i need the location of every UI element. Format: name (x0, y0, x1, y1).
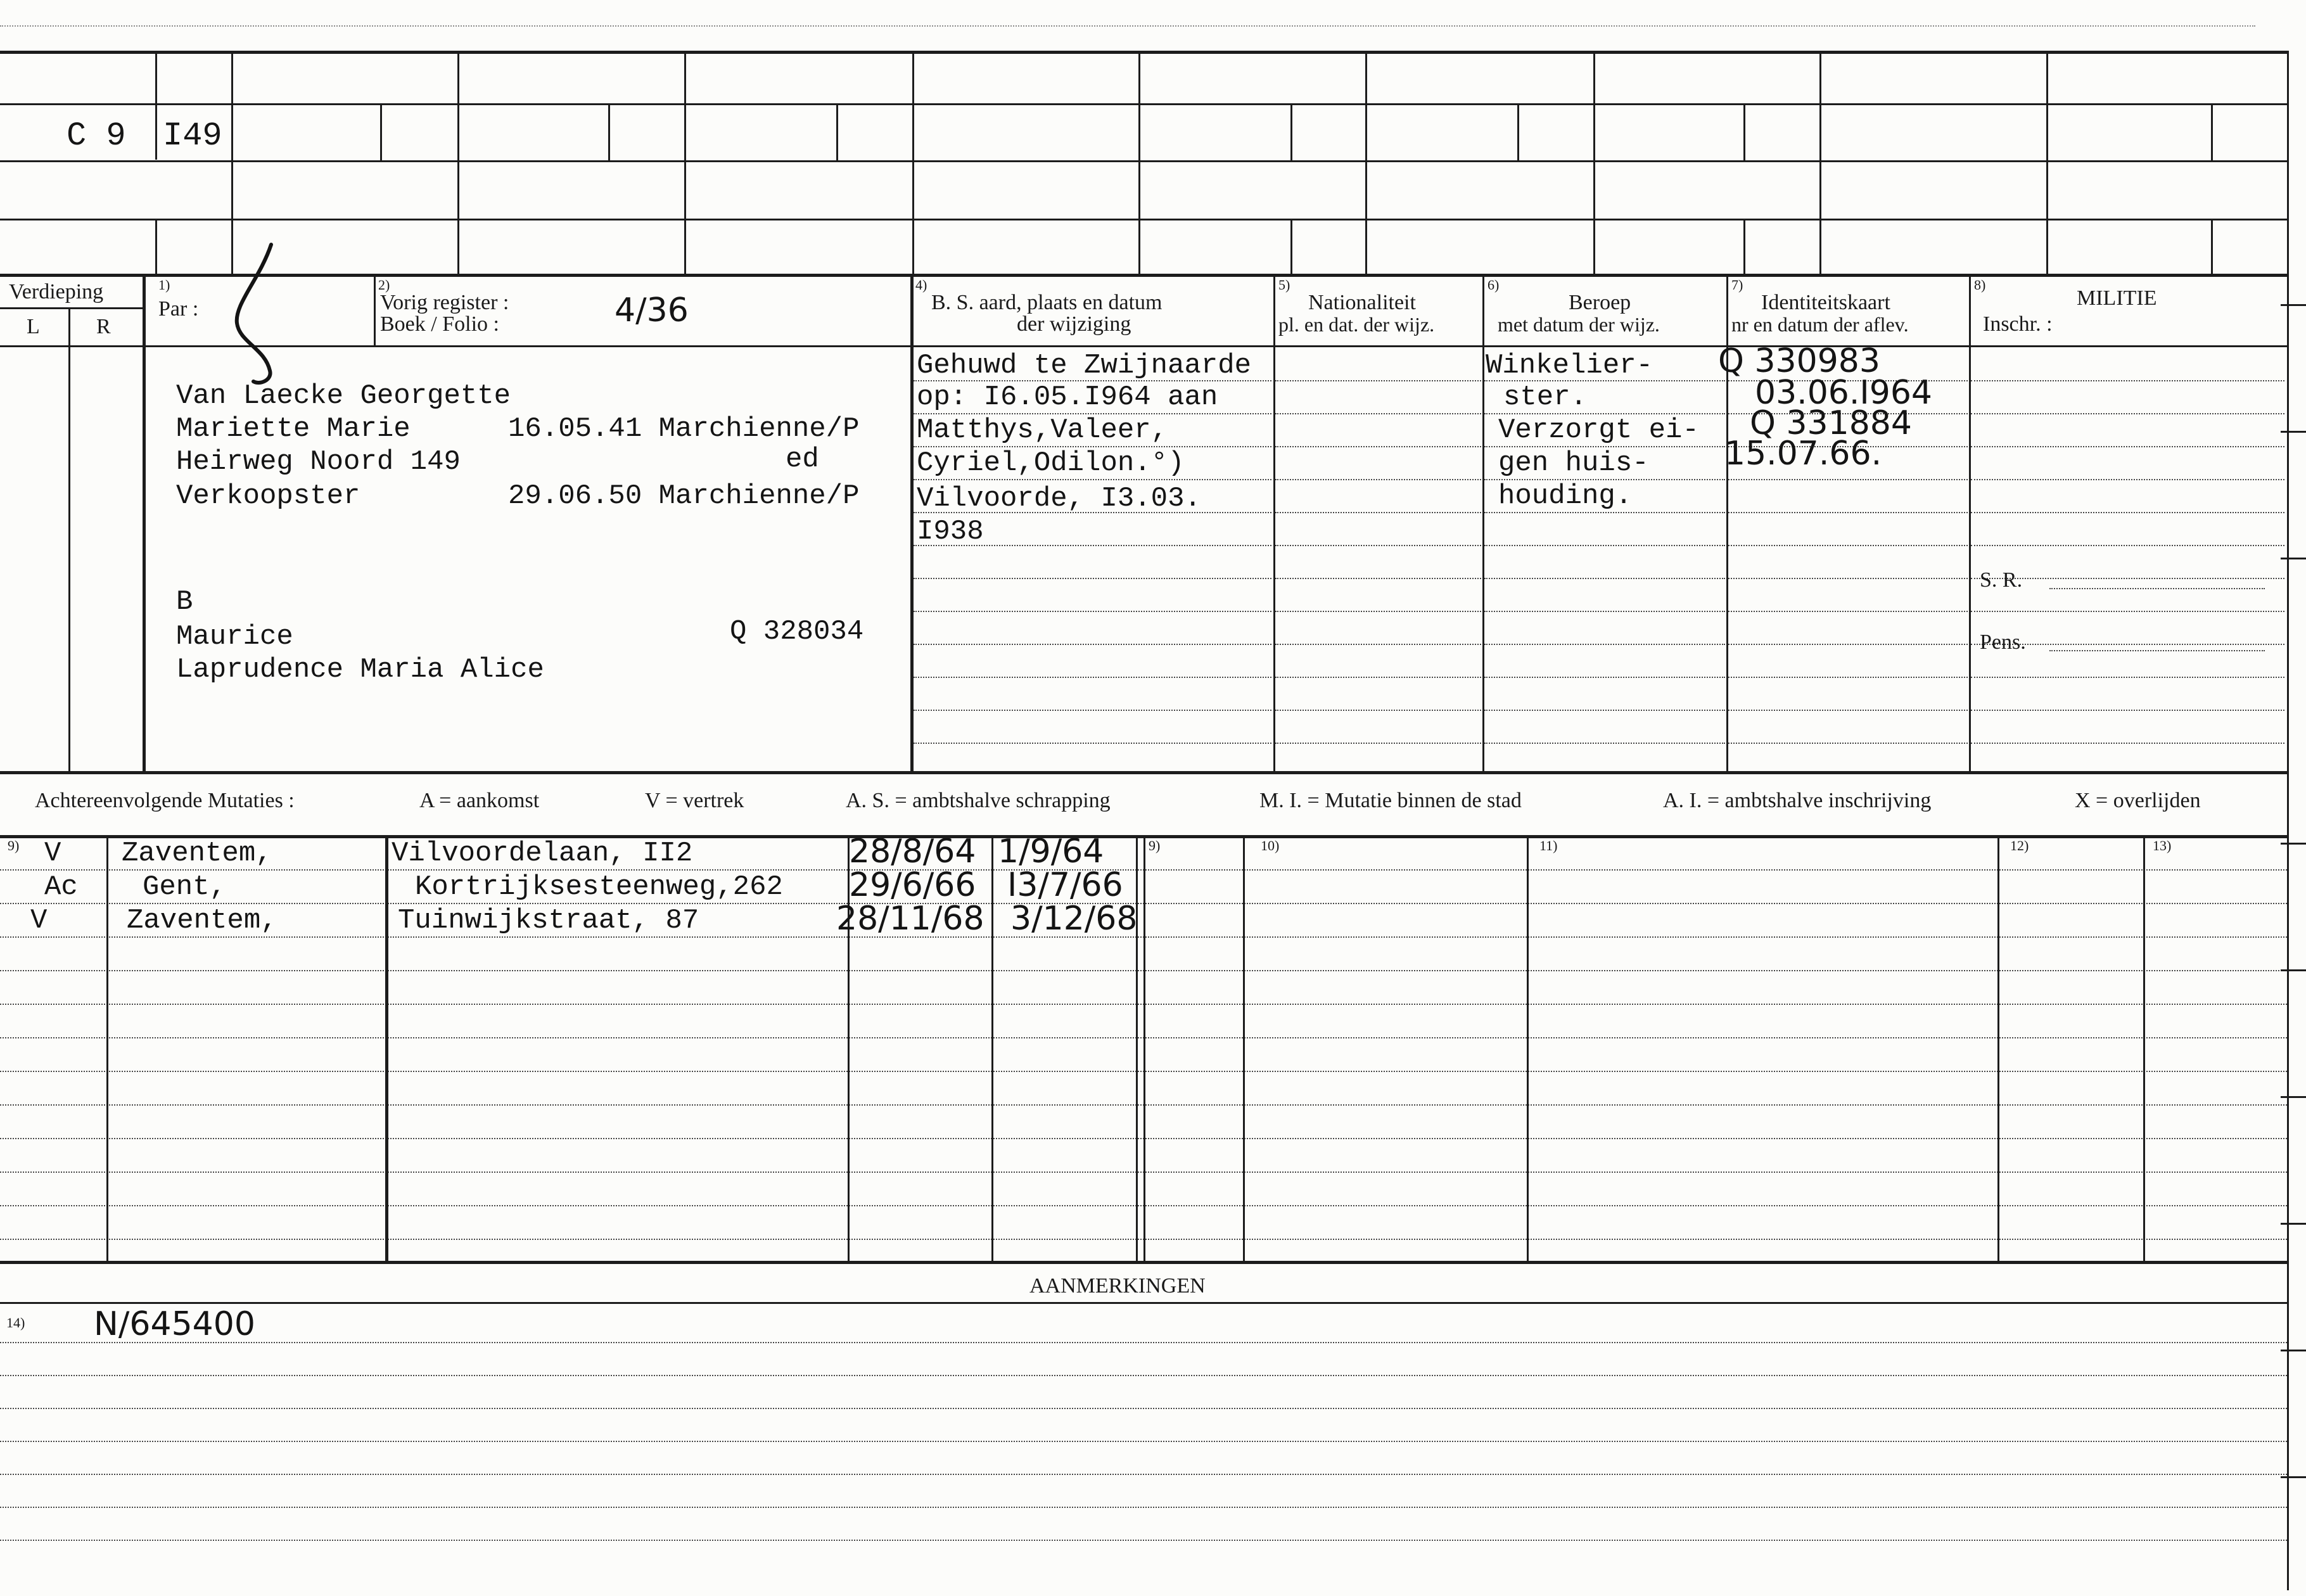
ruled-line (1275, 479, 1481, 480)
grid-subline (608, 103, 610, 160)
vorig-register-label: Vorig register : (380, 291, 509, 314)
ruled-line (1971, 479, 2284, 480)
floor-l-label: L (27, 315, 40, 338)
grid-subline (1517, 103, 1519, 160)
edge-tick (2281, 431, 2306, 433)
person-occupation: Verkoopster (176, 480, 360, 512)
spouse-b: B (176, 586, 193, 618)
mutation-date-2: 3/12/68 (1010, 900, 1138, 938)
grid-subline (1290, 103, 1292, 160)
mutation-city: Gent, (143, 871, 227, 903)
col-divider (1273, 274, 1275, 771)
ruled-line (1728, 545, 1968, 546)
grid-vline (1819, 51, 1821, 274)
person-address: Heirweg Noord 149 (176, 446, 461, 478)
verdieping-divider (0, 307, 143, 309)
ruled-line (1728, 677, 1968, 678)
ruled-line (1484, 644, 1725, 645)
boek-folio-label: Boek / Folio : (380, 312, 499, 336)
ruled-line (0, 1408, 2287, 1409)
col-num-5: 5) (1278, 277, 1290, 293)
beroep-header-2: met datum der wijz. (1498, 313, 1660, 336)
grid-subline (380, 103, 382, 160)
grid-subline (1290, 219, 1292, 274)
legend-inschrijving: A. I. = ambtshalve inschrijving (1663, 789, 1932, 812)
mut-col-divider (106, 835, 108, 1261)
grid-vline (1365, 51, 1367, 274)
ruled-line (1275, 677, 1481, 678)
person-name: Van Laecke Georgette (176, 380, 511, 412)
beroep-line: Verzorgt ei- (1498, 414, 1699, 446)
ruled-line (1484, 743, 1725, 744)
grid-subline (1743, 103, 1745, 160)
id-line: 15.07.66. (1724, 435, 1882, 473)
bs-line: Gehuwd te Zwijnaarde (917, 350, 1252, 381)
beroep-line: gen huis- (1498, 447, 1649, 479)
top-grid-bottom (0, 274, 2287, 277)
pens-line (2049, 650, 2265, 651)
ruled-line (0, 1375, 2287, 1376)
par-label: Par : (158, 297, 199, 321)
bs-header-2: der wijziging (1017, 312, 1131, 336)
ruled-line (1971, 380, 2284, 381)
ruled-line (914, 677, 1271, 678)
edge-tick (2281, 843, 2306, 845)
card-number: I49 (163, 117, 222, 155)
ruled-line (1728, 644, 1968, 645)
mut-col-divider (1143, 835, 1145, 1261)
legend-arrival: A = aankomst (419, 789, 540, 812)
ruled-line (914, 644, 1271, 645)
id-line: 03.06.I964 (1755, 374, 1932, 412)
col-num-7: 7) (1731, 277, 1743, 293)
grid-subline (1743, 219, 1745, 274)
remarks-top (0, 1302, 2287, 1304)
ruled-line (0, 1540, 2287, 1541)
mutation-date-1: 29/6/66 (849, 866, 976, 904)
beroep-line: ster. (1503, 381, 1588, 413)
spouse-first-name: Maurice (176, 621, 293, 653)
bs-line: I938 (917, 516, 984, 547)
entry-bottom (0, 771, 2287, 774)
pens-label: Pens. (1980, 630, 2026, 654)
bs-line: Matthys,Valeer, (917, 414, 1168, 446)
grid-vline (457, 51, 459, 274)
ruled-line (1728, 479, 1968, 480)
verdieping-label: Verdieping (9, 280, 104, 303)
mut-col-divider (1136, 835, 1138, 1261)
mutation-type: Ac (44, 871, 78, 903)
edge-tick (2281, 969, 2306, 971)
ruled-line (1971, 743, 2284, 744)
card-right-edge (2287, 51, 2289, 1590)
mut-num-10: 10) (1261, 838, 1280, 853)
ruled-line (914, 710, 1271, 711)
remarks-num: 14) (6, 1315, 25, 1331)
ruled-line (914, 578, 1271, 579)
ruled-line (1275, 578, 1481, 579)
ruled-line (1484, 578, 1725, 579)
col-divider (910, 274, 914, 771)
top-edge (0, 25, 2255, 27)
top-grid-line (0, 160, 2287, 162)
person-arrival: 29.06.50 Marchienne/P (508, 480, 860, 512)
edge-tick (2281, 1350, 2306, 1351)
person-given-names: Mariette Marie (176, 413, 411, 445)
ruled-line (1484, 512, 1725, 513)
spouse-id: Q 328034 (730, 616, 864, 648)
legend-overlijden: X = overlijden (2075, 789, 2201, 812)
remarks-title: AANMERKINGEN (1029, 1274, 1206, 1298)
grid-vline (1593, 51, 1595, 274)
lr-divider (68, 307, 70, 771)
top-grid-line (0, 219, 2287, 220)
sr-line (2049, 588, 2265, 589)
nationaliteit-header-1: Nationaliteit (1308, 291, 1416, 314)
ruled-line (1971, 512, 2284, 513)
ruled-line (1971, 677, 2284, 678)
bs-header-1: B. S. aard, plaats en datum (931, 291, 1163, 314)
mutation-date-1: 28/11/68 (836, 900, 984, 938)
mutation-type: V (30, 905, 48, 936)
col-num-2: 2) (378, 277, 390, 293)
mutation-date-2: 1/9/64 (998, 833, 1104, 871)
ruled-line (0, 1474, 2287, 1475)
mut-col-divider (1527, 835, 1529, 1261)
top-border (0, 51, 2287, 54)
ruled-line (1971, 611, 2284, 612)
ruled-line (1484, 677, 1725, 678)
beroep-line: houding. (1498, 480, 1633, 512)
boek-folio-value: 4/36 (615, 291, 689, 329)
mutation-type: V (44, 838, 61, 869)
ruled-line (1275, 710, 1481, 711)
ruled-line (1971, 413, 2284, 414)
ruled-line (914, 479, 1271, 480)
identiteitskaart-header-2: nr en datum der aflev. (1731, 313, 1909, 336)
col-num-6: 6) (1487, 277, 1500, 293)
ruled-line (1275, 380, 1481, 381)
remarks-text: N/645400 (94, 1305, 255, 1343)
ruled-line (1971, 710, 2284, 711)
col-divider (1969, 274, 1971, 771)
ruled-line (1484, 710, 1725, 711)
par-pen-mark (215, 241, 291, 386)
ruled-line (1728, 578, 1968, 579)
legend-mutatie: M. I. = Mutatie binnen de stad (1259, 789, 1522, 812)
edge-tick (2281, 1223, 2306, 1225)
ruled-line (1275, 413, 1481, 414)
ruled-line (1971, 545, 2284, 546)
edge-tick (2281, 1096, 2306, 1098)
grid-vline (684, 51, 686, 274)
grid-subline (836, 103, 838, 160)
id-line: Q 330983 (1718, 342, 1880, 380)
mut-col-divider (1997, 835, 1999, 1261)
mut-num-13: 13) (2153, 838, 2172, 853)
beroep-header-1: Beroep (1569, 291, 1631, 314)
ruled-line (1275, 512, 1481, 513)
ruled-line (1275, 446, 1481, 447)
mut-num-9b: 9) (1149, 838, 1161, 853)
ruled-line (914, 611, 1271, 612)
bs-line: Cyriel,Odilon.°) (917, 447, 1185, 479)
grid-vline (1138, 51, 1140, 274)
identiteitskaart-header-1: Identiteitskaart (1761, 291, 1890, 314)
mut-col-divider (1243, 835, 1245, 1261)
edge-tick (2281, 1476, 2306, 1478)
inschr-label: Inschr. : (1983, 312, 2053, 336)
grid-vline (155, 51, 157, 160)
ruled-line (1275, 545, 1481, 546)
header-row-bottom (0, 345, 2287, 347)
card-code: C 9 (67, 117, 126, 155)
edge-tick (2281, 558, 2306, 559)
ruled-line (1728, 743, 1968, 744)
mutation-address: Vilvoordelaan, II2 (392, 838, 693, 869)
mut-num-11: 11) (1539, 838, 1558, 853)
legend-title: Achtereenvolgende Mutaties : (35, 789, 295, 812)
mut-num-12: 12) (2010, 838, 2029, 853)
ruled-line (1728, 710, 1968, 711)
grid-subline (2211, 219, 2213, 274)
id-line: Q 331884 (1750, 404, 1912, 442)
ruled-line (1275, 743, 1481, 744)
ruled-line (1275, 611, 1481, 612)
spouse-names: Laprudence Maria Alice (176, 654, 544, 686)
beroep-line: Winkelier- (1486, 350, 1653, 381)
col-divider (374, 274, 376, 345)
legend-schrapping: A. S. = ambtshalve schrapping (846, 789, 1111, 812)
ruled-line (0, 1342, 2287, 1343)
mut-col-divider (385, 835, 388, 1261)
person-mark: ed (786, 444, 819, 475)
ruled-line (0, 1507, 2287, 1508)
grid-vline (912, 51, 914, 274)
ruled-line (0, 1441, 2287, 1442)
mutation-address: Tuinwijkstraat, 87 (398, 905, 699, 936)
grid-vline (155, 219, 157, 274)
legend-departure: V = vertrek (645, 789, 744, 812)
col-divider (1482, 274, 1484, 771)
col-divider (143, 274, 146, 771)
col-num-8: 8) (1974, 277, 1986, 293)
floor-r-label: R (96, 315, 111, 338)
ruled-line (1728, 512, 1968, 513)
grid-subline (2211, 103, 2213, 160)
mut-col-divider (2143, 835, 2145, 1261)
ruled-line (1484, 545, 1725, 546)
mut-col-divider (991, 835, 993, 1261)
col-num-1: 1) (158, 277, 170, 293)
mutation-address: Kortrijksesteenweg,262 (415, 871, 783, 903)
ruled-line (1484, 611, 1725, 612)
bs-line: Vilvoorde, I3.03. (917, 483, 1201, 514)
sr-label: S. R. (1980, 568, 2023, 592)
edge-tick (2281, 304, 2306, 306)
bs-line: op: I6.05.I964 aan (917, 381, 1218, 413)
mutation-city: Zaventem, (122, 838, 272, 869)
top-grid-line (0, 103, 2287, 105)
ruled-line (1728, 611, 1968, 612)
mutations-bottom (0, 1261, 2287, 1264)
col-num-4: 4) (915, 277, 927, 293)
mutation-date-2: I3/7/66 (1007, 866, 1123, 904)
grid-vline (2046, 51, 2048, 274)
militie-header: MILITIE (2077, 286, 2157, 310)
ruled-line (1275, 644, 1481, 645)
nationaliteit-header-2: pl. en dat. der wijz. (1278, 313, 1435, 336)
person-birth: 16.05.41 Marchienne/P (508, 413, 860, 445)
ruled-line (914, 743, 1271, 744)
mutation-date-1: 28/8/64 (849, 833, 976, 871)
ruled-line (1971, 446, 2284, 447)
mut-num-9: 9) (8, 838, 20, 853)
mutation-city: Zaventem, (127, 905, 277, 936)
